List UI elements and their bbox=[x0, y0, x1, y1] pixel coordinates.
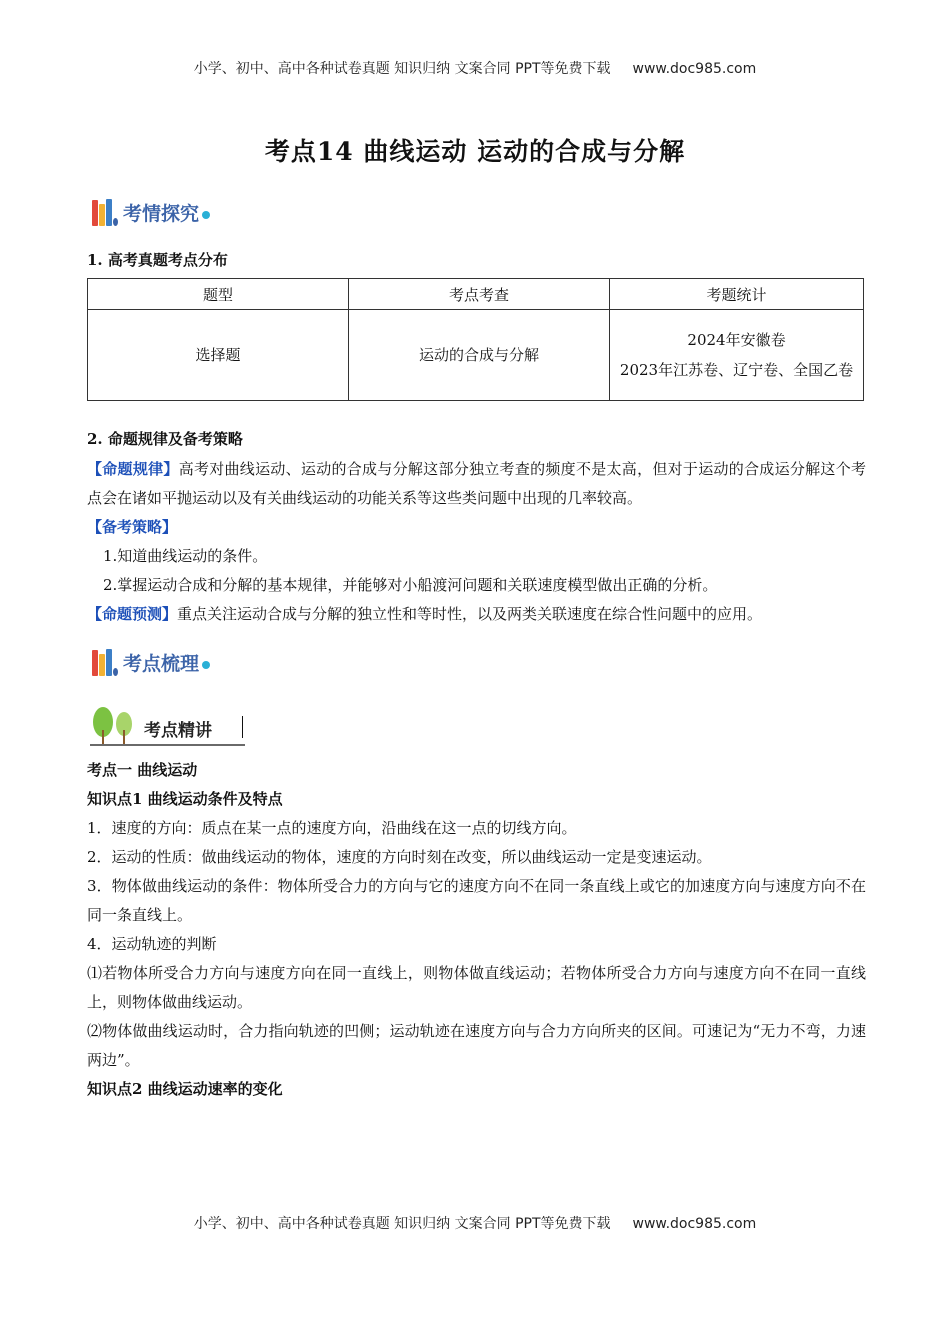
stats-line: 2023年江苏卷、辽宁卷、全国乙卷 bbox=[619, 361, 854, 379]
section-heading-2: 2. 命题规律及备考策略 bbox=[87, 430, 243, 448]
table-header: 题型 bbox=[88, 279, 349, 310]
content-paragraph: 4．运动轨迹的判断 bbox=[87, 935, 217, 953]
strategy-block bbox=[87, 513, 866, 629]
table-row bbox=[88, 310, 864, 401]
books-icon bbox=[92, 198, 119, 226]
page-footer bbox=[0, 1213, 950, 1233]
banner-topic-review bbox=[92, 646, 210, 678]
rule-tag: 【命题规律】 bbox=[87, 460, 179, 478]
content-paragraph: ⑵物体做曲线运动时，合力指向轨迹的凹侧；运动轨迹在速度方向与合力方向所夹的区间。可速记为“无力不弯，力速两边”。 bbox=[87, 1022, 866, 1069]
section-heading-1: 1. 高考真题考点分布 bbox=[87, 251, 228, 269]
exam-distribution-table bbox=[87, 278, 864, 401]
header-url[interactable]: www.doc985.com bbox=[632, 61, 757, 77]
page-header bbox=[0, 58, 950, 78]
tree-banner-label: 考点精讲 bbox=[144, 721, 212, 741]
content-block bbox=[87, 756, 866, 1104]
dot-icon bbox=[202, 211, 210, 219]
rule-text: 高考对曲线运动、运动的合成与分解这部分独立考查的频度不是太高，但对于运动的合成运分解这个考点会在诸如平抛运动以及有关曲线运动的功能关系等这些类问题中出现的几率较高。 bbox=[87, 460, 866, 507]
content-paragraph: ⑴若物体所受合力方向与速度方向在同一直线上，则物体做直线运动；若物体所受合力方向与速度方向不在同一直线上，则物体做曲线运动。 bbox=[87, 964, 866, 1011]
table-cell-point: 运动的合成与分解 bbox=[349, 310, 610, 401]
header-text: 小学、初中、高中各种试卷真题 知识归纳 文案合同 PPT等免费下载 bbox=[193, 61, 611, 77]
banner-exam-analysis bbox=[92, 196, 210, 228]
table-header-row bbox=[88, 279, 864, 310]
table-cell-type: 选择题 bbox=[88, 310, 349, 401]
page-title: 考点14 曲线运动 运动的合成与分解 bbox=[264, 137, 686, 166]
strategy-item: 2.掌握运动合成和分解的基本规律，并能够对小船渡河问题和关联速度模型做出正确的分析。 bbox=[103, 576, 718, 594]
dot-icon bbox=[202, 661, 210, 669]
banner-label: 考点梳理 bbox=[123, 652, 200, 675]
content-paragraph: 1．速度的方向：质点在某一点的速度方向，沿曲线在这一点的切线方向。 bbox=[87, 819, 577, 837]
forecast-tag: 【命题预测】 bbox=[87, 605, 178, 623]
table-header: 考题统计 bbox=[610, 279, 864, 310]
banner-label: 考情探究 bbox=[123, 202, 200, 225]
content-paragraph: 3．物体做曲线运动的条件：物体所受合力的方向与它的速度方向不在同一条直线上或它的加速度方向与速度方向不在同一条直线上。 bbox=[87, 877, 866, 924]
table-cell-stats bbox=[610, 310, 864, 401]
strategy-item: 1.知道曲线运动的条件。 bbox=[103, 547, 268, 565]
topic-heading: 考点一 曲线运动 bbox=[87, 761, 198, 779]
footer-url[interactable]: www.doc985.com bbox=[632, 1216, 757, 1232]
knowledge-point-heading: 知识点1 曲线运动条件及特点 bbox=[87, 790, 283, 808]
table-header: 考点考查 bbox=[349, 279, 610, 310]
tree-banner bbox=[90, 704, 250, 748]
forecast-text: 重点关注运动合成与分解的独立性和等时性，以及两类关联速度在综合性问题中的应用。 bbox=[177, 605, 763, 623]
books-icon bbox=[92, 648, 119, 676]
rule-paragraph bbox=[87, 455, 866, 513]
content-paragraph: 2．运动的性质：做曲线运动的物体，速度的方向时刻在改变，所以曲线运动一定是变速运动。 bbox=[87, 848, 712, 866]
footer-text: 小学、初中、高中各种试卷真题 知识归纳 文案合同 PPT等免费下载 bbox=[193, 1216, 611, 1232]
tree-icon bbox=[90, 704, 140, 748]
forecast-paragraph bbox=[87, 600, 866, 629]
stats-line: 2024年安徽卷 bbox=[687, 331, 786, 349]
text-cursor bbox=[242, 716, 243, 738]
strategy-tag: 【备考策略】 bbox=[87, 518, 178, 536]
knowledge-point-heading: 知识点2 曲线运动速率的变化 bbox=[87, 1080, 283, 1098]
divider bbox=[90, 744, 245, 746]
